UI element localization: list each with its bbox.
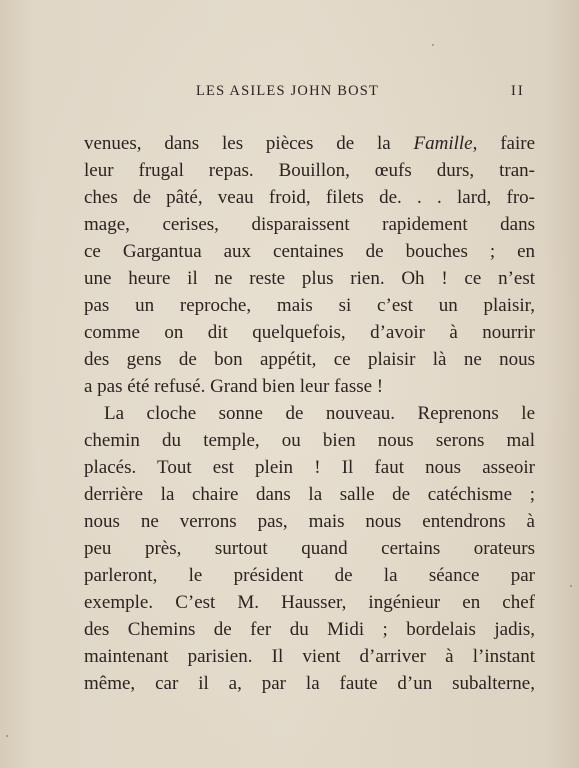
text-line: une heure il ne reste plus rien. Oh ! ce n’est [84,268,535,289]
text-line: même, car il a, par la faute d’un subalterne, [84,673,535,694]
running-title: LES ASILES JOHN BOST [196,83,380,99]
text-line: pas un reproche, mais si c’est un plaisir, [84,295,535,316]
text-line: derrière la chaire dans la salle de catéchisme ; [84,484,535,505]
text-line: maintenant parisien. Il vient d’arriver à l’instant [84,646,535,667]
text-line: ce Gargantua aux centaines de bouches ; en [84,241,535,262]
text-line: peu près, surtout quand certains orateurs [84,538,535,559]
text-line: ches de pâté, veau froid, filets de. . . lard, fro- [84,187,535,208]
text-line: exemple. C’est M. Hausser, ingénieur en chef [84,592,535,613]
text-line: chemin du temple, ou bien nous serons mal [84,430,535,451]
text-line: comme on dit quelquefois, d’avoir à nourrir [84,322,535,343]
text-line: La cloche sonne de nouveau. Reprenons le [104,403,535,424]
text-line: a pas été refusé. Grand bien leur fasse ! [84,376,384,397]
page-number: II [511,83,525,99]
page-header [0,83,579,103]
text-line: parleront, le président de la séance par [84,565,535,586]
paper-speck [570,585,572,587]
text-line: placés. Tout est plein ! Il faut nous asseoir [84,457,535,478]
text-line: nous ne verrons pas, mais nous entendrons à [84,511,535,532]
text-line: leur frugal repas. Bouillon, œufs durs, tran- [84,160,535,181]
paper-speck [6,735,8,737]
text-line: des gens de bon appétit, ce plaisir là ne nous [84,349,535,370]
text-line: mage, cerises, disparaissent rapidement dans [84,214,535,235]
text-line: des Chemins de fer du Midi ; bordelais jadis, [84,619,535,640]
paper-speck [432,44,434,46]
italic-title: Famille [413,133,473,154]
body-text [84,130,535,697]
text-line: venues, dans les pièces de la Famille, faire [84,133,535,154]
